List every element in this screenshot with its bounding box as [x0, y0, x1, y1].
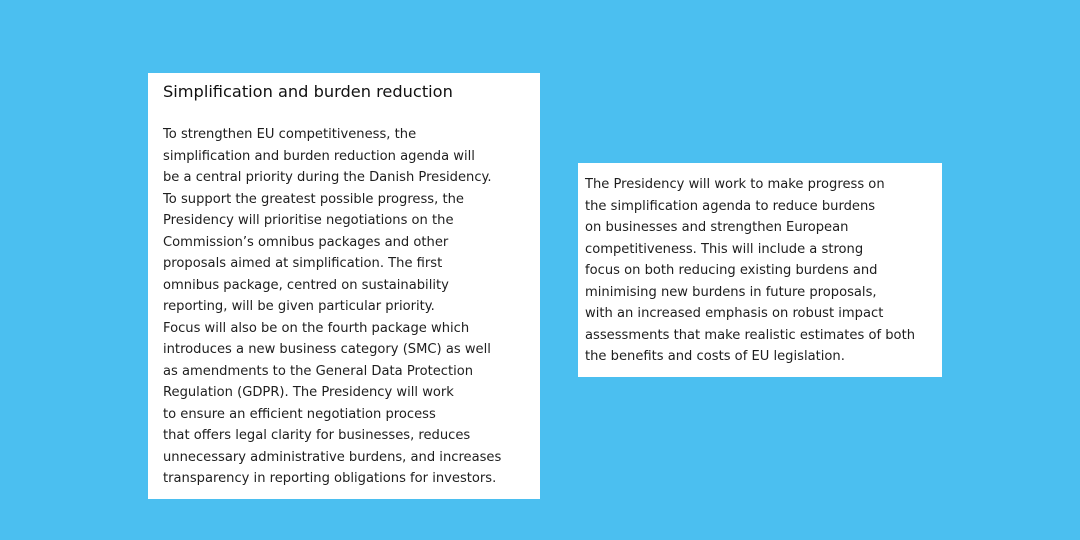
text-line: To support the greatest possible progress, the [163, 191, 464, 207]
simplification-card [148, 73, 540, 499]
text-line: as amendments to the General Data Protection [163, 363, 474, 379]
text-line: transparency in reporting obligations for investors. [163, 471, 497, 486]
text-line: The Presidency will work to make progress on [585, 177, 885, 192]
text-line: the benefits and costs of EU legislation. [585, 349, 845, 364]
text-line: To strengthen EU competitiveness, the [163, 127, 417, 142]
text-line: Presidency will prioritise negotiations on the [163, 213, 454, 228]
presidency-progress-card [578, 163, 942, 377]
text-line: reporting, will be given particular priority. [163, 299, 435, 314]
text-line: competitiveness. This will include a strong [585, 241, 864, 257]
text-line: Commission’s omnibus packages and other [163, 234, 449, 250]
card-title: Simplification and burden reduction [163, 82, 453, 101]
text-line: Regulation (GDPR). The Presidency will work [163, 385, 454, 400]
text-line: assessments that make realistic estimates of both [585, 327, 916, 343]
text-line: that offers legal clarity for businesses, reduces [163, 428, 471, 443]
text-line: on businesses and strengthen European [585, 220, 849, 235]
text-line: to ensure an efficient negotiation process [163, 406, 436, 422]
card-body-text [163, 124, 540, 490]
text-line: minimising new burdens in future proposals, [585, 284, 877, 300]
text-line: proposals aimed at simplification. The first [163, 256, 443, 271]
text-line: focus on both reducing existing burdens and [585, 263, 878, 278]
text-line: introduces a new business category (SMC) as well [163, 342, 491, 357]
card-body-text [585, 174, 942, 368]
text-line: unnecessary administrative burdens, and increases [163, 449, 502, 465]
text-line: omnibus package, centred on sustainability [163, 277, 449, 293]
text-line: the simplification agenda to reduce burdens [585, 198, 876, 214]
text-line: be a central priority during the Danish Presidency. [163, 170, 492, 185]
text-line: simplification and burden reduction agenda will [163, 148, 475, 164]
text-line: with an increased emphasis on robust impact [585, 306, 884, 321]
text-line: Focus will also be on the fourth package which [163, 320, 470, 336]
